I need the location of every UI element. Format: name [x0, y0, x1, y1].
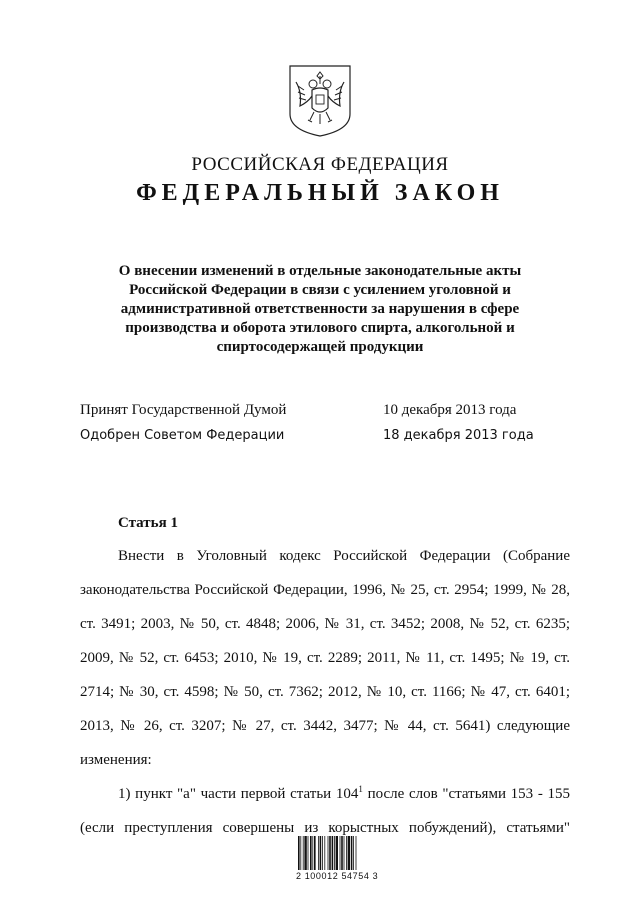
law-title-line: О внесении изменений в отдельные законодательные акты [118, 263, 522, 279]
article-paragraph: Внести в Уголовный кодекс Российской Федерации (Собрание законодательства Российской Федерации, 1996, № 25, ст. 2954; 1999, № 28, ст. 3491; 2003, № 50, ст. 4848; 2006, № 31, ст. 3452; 2008, № 52, ст. 6235; 2009, № 52, ст. 6453; 2010, № 19, ст. 2289; 2011, № 11, ст. 1495; № 19, ст. 2714; № 30, ст. 4598; № 50, ст. 7362; 2012, № 10, ст. 1166; № 47, ст. 6401; 2013, № 26, ст. 3207; № 27, ст. 3442, 3477; № 44, ст. 5641) следующие изменения: [80, 548, 570, 768]
duma-date: 10 декабря 2013 года [383, 402, 517, 418]
law-title-line: производства и оборота этилового спирта, алкогольной и [125, 320, 515, 336]
barcode-icon [298, 836, 380, 870]
article-paragraph-2 [80, 777, 570, 845]
article-heading: Статья 1 [118, 515, 178, 531]
article-body [80, 539, 570, 845]
council-label: Одобрен Советом Федерации [80, 428, 285, 443]
duma-label: Принят Государственной Думой [80, 402, 287, 418]
law-title [100, 262, 540, 357]
state-name: РОССИЙСКАЯ ФЕДЕРАЦИЯ [191, 154, 449, 175]
superscript: 1 [358, 784, 363, 794]
barcode-number: 2 100012 54754 3 [296, 871, 379, 881]
law-type-heading: ФЕДЕРАЛЬНЫЙ ЗАКОН [136, 180, 504, 206]
law-title-line: спиртосодержащей продукции [216, 339, 424, 355]
law-title-line: Российской Федерации в связи с усилением уголовной и [129, 282, 511, 298]
paragraph-text: после слов "статьями 153 - 155 (если преступления совершены из корыстных побуждений), статьями" [80, 786, 571, 836]
coat-of-arms-icon [286, 62, 354, 138]
law-title-line: административной ответственности за нарушения в сфере [120, 301, 520, 317]
council-date: 18 декабря 2013 года [383, 428, 534, 443]
paragraph-text: 1) пункт "а" части первой статьи 104 [118, 786, 359, 802]
